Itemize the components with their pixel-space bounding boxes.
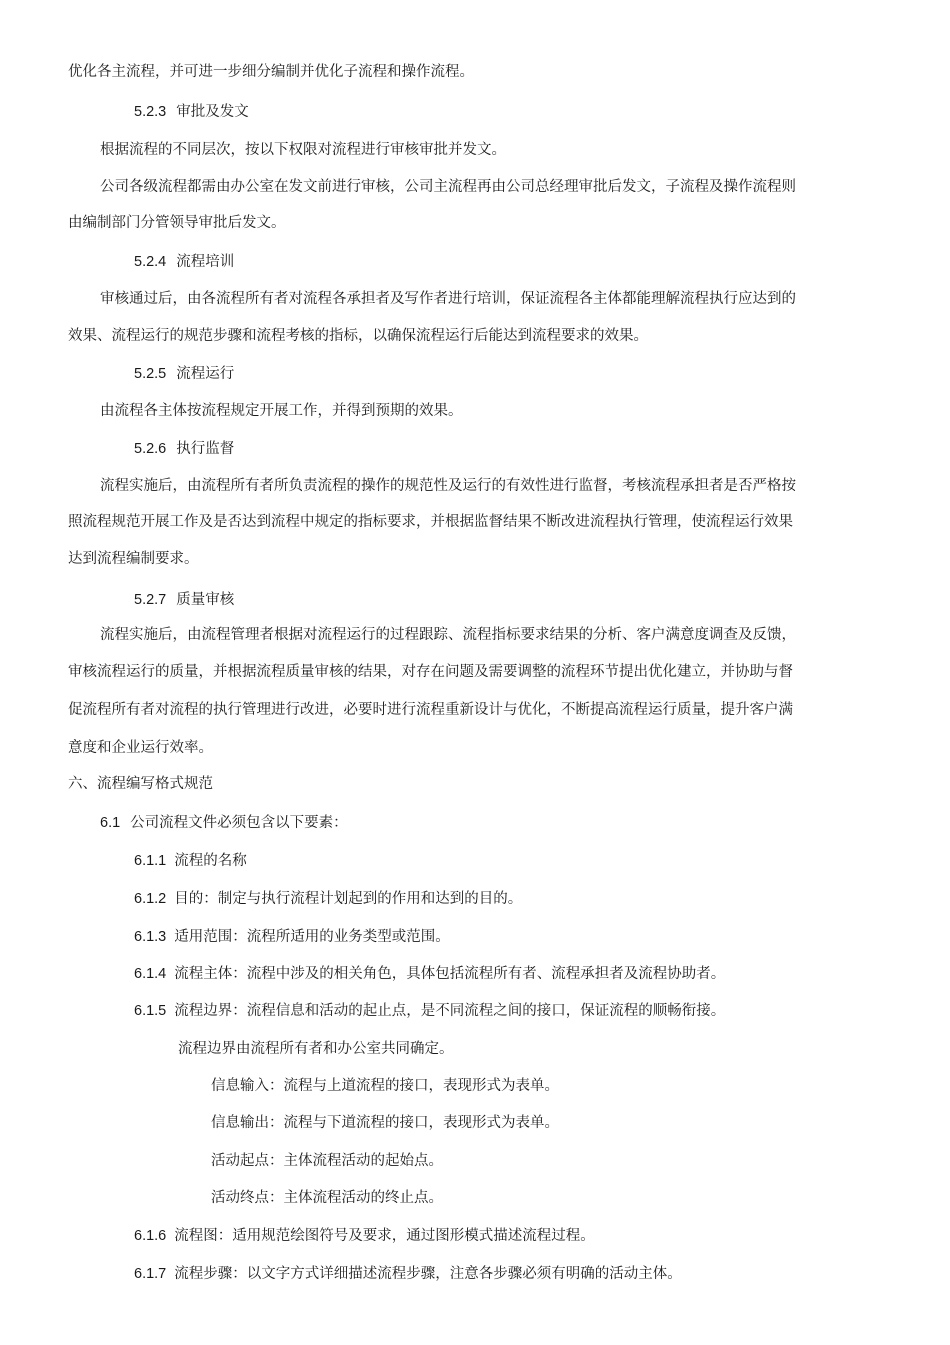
item-text: 流程步骤：以文字方式详细描述流程步骤，注意各步骤必须有明确的活动主体。 xyxy=(174,1266,682,1282)
section-title: 流程运行 xyxy=(176,366,235,382)
section-heading-5-2-3 xyxy=(134,102,249,122)
section-heading-5-2-6 xyxy=(134,439,234,459)
paragraph-continuation: 审核流程运行的质量，并根据流程质量审核的结果，对存在问题及需要调整的流程环节提出优化建立，并协助与督 xyxy=(68,664,793,680)
section-heading-5-2-4 xyxy=(134,252,234,272)
sub-item-info-output: 信息输出：流程与下道流程的接口，表现形式为表单。 xyxy=(211,1115,559,1131)
list-item-6-1-6 xyxy=(134,1226,595,1246)
sub-item-info-input: 信息输入：流程与上道流程的接口，表现形式为表单。 xyxy=(211,1078,559,1094)
item-number: 6.1.5 xyxy=(134,1003,167,1019)
list-item-6-1-2 xyxy=(134,889,522,909)
paragraph: 由流程各主体按流程规定开展工作，并得到预期的效果。 xyxy=(100,403,463,419)
chapter-heading-6: 六、流程编写格式规范 xyxy=(68,776,213,792)
paragraph-continuation: 促流程所有者对流程的执行管理进行改进，必要时进行流程重新设计与优化，不断提高流程运行质量，提升客户满 xyxy=(68,702,793,718)
paragraph: 公司各级流程都需由办公室在发文前进行审核，公司主流程再由公司总经理审批后发文，子流程及操作流程则 xyxy=(100,179,796,195)
list-item-6-1-4 xyxy=(134,964,725,984)
section-number: 5.2.7 xyxy=(134,592,167,608)
paragraph-intro-continuation: 优化各主流程，并可进一步细分编制并优化子流程和操作流程。 xyxy=(68,64,474,80)
section-title: 质量审核 xyxy=(176,592,235,608)
section-number: 5.2.6 xyxy=(134,441,167,457)
item-text: 流程边界：流程信息和活动的起止点，是不同流程之间的接口，保证流程的顺畅衔接。 xyxy=(174,1003,726,1019)
section-heading-6-1 xyxy=(100,813,348,833)
item-number: 6.1.6 xyxy=(134,1228,167,1244)
list-item-6-1-3 xyxy=(134,927,450,947)
item-number: 6.1.3 xyxy=(134,929,167,945)
item-number: 6.1.1 xyxy=(134,853,167,869)
paragraph-continuation: 照流程规范开展工作及是否达到流程中规定的指标要求，并根据监督结果不断改进流程执行管理，使流程运行效果 xyxy=(68,514,793,530)
paragraph: 流程实施后，由流程管理者根据对流程运行的过程跟踪、流程指标要求结果的分析、客户满意度调查及反馈， xyxy=(100,627,796,643)
list-item-6-1-1 xyxy=(134,851,247,871)
paragraph-continuation: 意度和企业运行效率。 xyxy=(68,740,213,756)
item-number: 6.1.4 xyxy=(134,966,167,982)
paragraph: 审核通过后，由各流程所有者对流程各承担者及写作者进行培训，保证流程各主体都能理解流程执行应达到的 xyxy=(100,291,796,307)
list-item-6-1-7 xyxy=(134,1264,682,1284)
section-title: 执行监督 xyxy=(176,441,235,457)
paragraph: 流程实施后，由流程所有者所负责流程的操作的规范性及运行的有效性进行监督，考核流程承担者是否严格按 xyxy=(100,478,796,494)
sub-item-activity-start: 活动起点：主体流程活动的起始点。 xyxy=(211,1153,443,1169)
list-item-6-1-5 xyxy=(134,1001,725,1021)
item-number: 6.1.2 xyxy=(134,891,167,907)
section-title: 流程培训 xyxy=(176,254,235,270)
paragraph-continuation: 达到流程编制要求。 xyxy=(68,551,199,567)
item-text: 流程图：适用规范绘图符号及要求，通过图形模式描述流程过程。 xyxy=(174,1228,595,1244)
paragraph-continuation: 效果、流程运行的规范步骤和流程考核的指标，以确保流程运行后能达到流程要求的效果。 xyxy=(68,328,648,344)
paragraph: 根据流程的不同层次，按以下权限对流程进行审核审批并发文。 xyxy=(100,142,506,158)
item-text: 适用范围：流程所适用的业务类型或范围。 xyxy=(174,929,450,945)
item-text: 流程主体：流程中涉及的相关角色，具体包括流程所有者、流程承担者及流程协助者。 xyxy=(174,966,726,982)
section-number: 6.1 xyxy=(100,815,121,831)
item-number: 6.1.7 xyxy=(134,1266,167,1282)
section-heading-5-2-5 xyxy=(134,364,234,384)
list-item-note: 流程边界由流程所有者和办公室共同确定。 xyxy=(178,1041,454,1057)
sub-item-activity-end: 活动终点：主体流程活动的终止点。 xyxy=(211,1190,443,1206)
section-number: 5.2.5 xyxy=(134,366,167,382)
section-number: 5.2.3 xyxy=(134,104,167,120)
item-text: 目的：制定与执行流程计划起到的作用和达到的目的。 xyxy=(174,891,523,907)
section-title: 审批及发文 xyxy=(176,104,249,120)
paragraph-continuation: 由编制部门分管领导审批后发文。 xyxy=(68,215,286,231)
section-heading-5-2-7 xyxy=(134,590,234,610)
item-text: 流程的名称 xyxy=(174,853,247,869)
section-title: 公司流程文件必须包含以下要素： xyxy=(130,815,348,831)
section-number: 5.2.4 xyxy=(134,254,167,270)
